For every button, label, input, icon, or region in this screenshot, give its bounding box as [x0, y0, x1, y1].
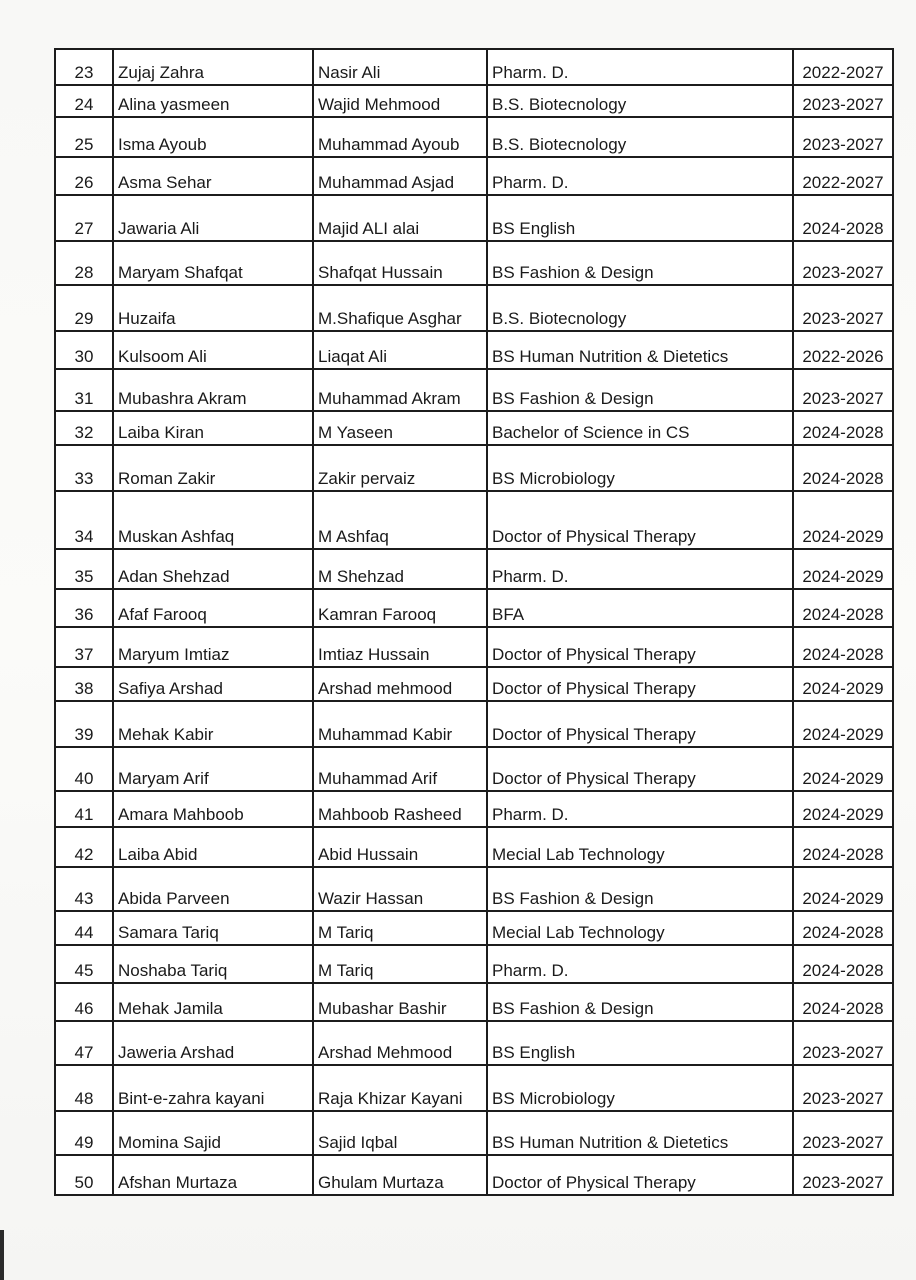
- session-cell: 2023-2027: [793, 241, 893, 285]
- program-cell: Doctor of Physical Therapy: [487, 747, 793, 791]
- program-cell: Doctor of Physical Therapy: [487, 667, 793, 701]
- father-name-cell: Muhammad Ayoub: [313, 117, 487, 157]
- session-cell: 2024-2028: [793, 911, 893, 945]
- father-name-cell: Arshad Mehmood: [313, 1021, 487, 1065]
- student-name-cell: Roman Zakir: [113, 445, 313, 491]
- session-cell: 2022-2027: [793, 157, 893, 195]
- table-row: [55, 117, 893, 157]
- student-name-cell: Amara Mahboob: [113, 791, 313, 827]
- table-row: [55, 85, 893, 117]
- serial-number-cell: 24: [55, 85, 113, 117]
- session-cell: 2024-2028: [793, 445, 893, 491]
- serial-number-cell: 25: [55, 117, 113, 157]
- session-cell: 2023-2027: [793, 285, 893, 331]
- program-cell: Mecial Lab Technology: [487, 911, 793, 945]
- session-cell: 2023-2027: [793, 369, 893, 411]
- student-name-cell: Adan Shehzad: [113, 549, 313, 589]
- session-cell: 2023-2027: [793, 1111, 893, 1155]
- session-cell: 2024-2028: [793, 827, 893, 867]
- serial-number-cell: 31: [55, 369, 113, 411]
- program-cell: Pharm. D.: [487, 49, 793, 85]
- program-cell: B.S. Biotecnology: [487, 85, 793, 117]
- serial-number-cell: 43: [55, 867, 113, 911]
- table-row: [55, 157, 893, 195]
- session-cell: 2024-2029: [793, 791, 893, 827]
- serial-number-cell: 42: [55, 827, 113, 867]
- serial-number-cell: 27: [55, 195, 113, 241]
- serial-number-cell: 48: [55, 1065, 113, 1111]
- father-name-cell: Muhammad Kabir: [313, 701, 487, 747]
- father-name-cell: M Ashfaq: [313, 491, 487, 549]
- student-name-cell: Mehak Jamila: [113, 983, 313, 1021]
- table-row: [55, 911, 893, 945]
- father-name-cell: Nasir Ali: [313, 49, 487, 85]
- serial-number-cell: 41: [55, 791, 113, 827]
- program-cell: BS Microbiology: [487, 1065, 793, 1111]
- table-row: [55, 491, 893, 549]
- father-name-cell: M Tariq: [313, 945, 487, 983]
- program-cell: BS Fashion & Design: [487, 241, 793, 285]
- table-row: [55, 1155, 893, 1195]
- session-cell: 2023-2027: [793, 1021, 893, 1065]
- program-cell: Doctor of Physical Therapy: [487, 491, 793, 549]
- session-cell: 2024-2029: [793, 667, 893, 701]
- program-cell: BS Human Nutrition & Dietetics: [487, 331, 793, 369]
- session-cell: 2024-2029: [793, 867, 893, 911]
- program-cell: Mecial Lab Technology: [487, 827, 793, 867]
- student-list-table: [54, 48, 894, 1196]
- serial-number-cell: 47: [55, 1021, 113, 1065]
- student-name-cell: Maryam Arif: [113, 747, 313, 791]
- student-name-cell: Laiba Abid: [113, 827, 313, 867]
- program-cell: Pharm. D.: [487, 945, 793, 983]
- serial-number-cell: 45: [55, 945, 113, 983]
- student-name-cell: Maryum Imtiaz: [113, 627, 313, 667]
- serial-number-cell: 36: [55, 589, 113, 627]
- table-row: [55, 627, 893, 667]
- table-row: [55, 1111, 893, 1155]
- program-cell: Pharm. D.: [487, 791, 793, 827]
- table-row: [55, 49, 893, 85]
- program-cell: BS Fashion & Design: [487, 983, 793, 1021]
- father-name-cell: Muhammad Asjad: [313, 157, 487, 195]
- session-cell: 2022-2027: [793, 49, 893, 85]
- table-row: [55, 285, 893, 331]
- father-name-cell: Majid ALI alai: [313, 195, 487, 241]
- student-name-cell: Afaf Farooq: [113, 589, 313, 627]
- program-cell: B.S. Biotecnology: [487, 117, 793, 157]
- father-name-cell: Muhammad Arif: [313, 747, 487, 791]
- session-cell: 2024-2028: [793, 627, 893, 667]
- table-row: [55, 791, 893, 827]
- serial-number-cell: 37: [55, 627, 113, 667]
- father-name-cell: Wajid Mehmood: [313, 85, 487, 117]
- table-row: [55, 983, 893, 1021]
- session-cell: 2023-2027: [793, 1155, 893, 1195]
- father-name-cell: Mahboob Rasheed: [313, 791, 487, 827]
- session-cell: 2024-2028: [793, 589, 893, 627]
- student-name-cell: Safiya Arshad: [113, 667, 313, 701]
- student-name-cell: Momina Sajid: [113, 1111, 313, 1155]
- father-name-cell: Wazir Hassan: [313, 867, 487, 911]
- table-row: [55, 867, 893, 911]
- father-name-cell: Ghulam Murtaza: [313, 1155, 487, 1195]
- program-cell: BS Microbiology: [487, 445, 793, 491]
- father-name-cell: Muhammad Akram: [313, 369, 487, 411]
- session-cell: 2024-2029: [793, 491, 893, 549]
- program-cell: BS English: [487, 195, 793, 241]
- program-cell: Pharm. D.: [487, 157, 793, 195]
- serial-number-cell: 50: [55, 1155, 113, 1195]
- student-name-cell: Mehak Kabir: [113, 701, 313, 747]
- program-cell: Pharm. D.: [487, 549, 793, 589]
- student-name-cell: Muskan Ashfaq: [113, 491, 313, 549]
- table-row: [55, 241, 893, 285]
- session-cell: 2024-2028: [793, 411, 893, 445]
- father-name-cell: M Shehzad: [313, 549, 487, 589]
- father-name-cell: Imtiaz Hussain: [313, 627, 487, 667]
- table-row: [55, 945, 893, 983]
- father-name-cell: Sajid Iqbal: [313, 1111, 487, 1155]
- serial-number-cell: 23: [55, 49, 113, 85]
- serial-number-cell: 32: [55, 411, 113, 445]
- serial-number-cell: 34: [55, 491, 113, 549]
- student-name-cell: Samara Tariq: [113, 911, 313, 945]
- table-row: [55, 667, 893, 701]
- father-name-cell: Raja Khizar Kayani: [313, 1065, 487, 1111]
- table-row: [55, 701, 893, 747]
- father-name-cell: Shafqat Hussain: [313, 241, 487, 285]
- table-row: [55, 369, 893, 411]
- student-name-cell: Isma Ayoub: [113, 117, 313, 157]
- serial-number-cell: 44: [55, 911, 113, 945]
- serial-number-cell: 38: [55, 667, 113, 701]
- student-name-cell: Zujaj Zahra: [113, 49, 313, 85]
- student-name-cell: Laiba Kiran: [113, 411, 313, 445]
- father-name-cell: Mubashar Bashir: [313, 983, 487, 1021]
- father-name-cell: Liaqat Ali: [313, 331, 487, 369]
- student-name-cell: Kulsoom Ali: [113, 331, 313, 369]
- serial-number-cell: 40: [55, 747, 113, 791]
- session-cell: 2024-2029: [793, 701, 893, 747]
- program-cell: Doctor of Physical Therapy: [487, 1155, 793, 1195]
- father-name-cell: Zakir pervaiz: [313, 445, 487, 491]
- father-name-cell: Abid Hussain: [313, 827, 487, 867]
- serial-number-cell: 28: [55, 241, 113, 285]
- serial-number-cell: 30: [55, 331, 113, 369]
- page-edge-shadow: [0, 1230, 4, 1280]
- serial-number-cell: 33: [55, 445, 113, 491]
- program-cell: BS English: [487, 1021, 793, 1065]
- program-cell: BS Fashion & Design: [487, 369, 793, 411]
- father-name-cell: M.Shafique Asghar: [313, 285, 487, 331]
- table-row: [55, 1021, 893, 1065]
- table-row: [55, 827, 893, 867]
- student-name-cell: Huzaifa: [113, 285, 313, 331]
- student-name-cell: Asma Sehar: [113, 157, 313, 195]
- session-cell: 2023-2027: [793, 117, 893, 157]
- program-cell: BS Human Nutrition & Dietetics: [487, 1111, 793, 1155]
- session-cell: 2022-2026: [793, 331, 893, 369]
- student-name-cell: Maryam Shafqat: [113, 241, 313, 285]
- table-row: [55, 747, 893, 791]
- student-name-cell: Alina yasmeen: [113, 85, 313, 117]
- father-name-cell: Arshad mehmood: [313, 667, 487, 701]
- father-name-cell: Kamran Farooq: [313, 589, 487, 627]
- father-name-cell: M Yaseen: [313, 411, 487, 445]
- student-name-cell: Jaweria Arshad: [113, 1021, 313, 1065]
- table-row: [55, 1065, 893, 1111]
- session-cell: 2024-2028: [793, 195, 893, 241]
- student-name-cell: Jawaria Ali: [113, 195, 313, 241]
- serial-number-cell: 35: [55, 549, 113, 589]
- student-list-body: [55, 49, 893, 1195]
- table-row: [55, 195, 893, 241]
- serial-number-cell: 49: [55, 1111, 113, 1155]
- student-name-cell: Bint-e-zahra kayani: [113, 1065, 313, 1111]
- session-cell: 2024-2029: [793, 549, 893, 589]
- session-cell: 2024-2028: [793, 945, 893, 983]
- program-cell: BS Fashion & Design: [487, 867, 793, 911]
- program-cell: Bachelor of Science in CS: [487, 411, 793, 445]
- serial-number-cell: 26: [55, 157, 113, 195]
- table-row: [55, 411, 893, 445]
- program-cell: Doctor of Physical Therapy: [487, 701, 793, 747]
- session-cell: 2024-2028: [793, 983, 893, 1021]
- student-name-cell: Abida Parveen: [113, 867, 313, 911]
- session-cell: 2023-2027: [793, 1065, 893, 1111]
- program-cell: B.S. Biotecnology: [487, 285, 793, 331]
- table-row: [55, 589, 893, 627]
- father-name-cell: M Tariq: [313, 911, 487, 945]
- student-name-cell: Afshan Murtaza: [113, 1155, 313, 1195]
- session-cell: 2023-2027: [793, 85, 893, 117]
- program-cell: Doctor of Physical Therapy: [487, 627, 793, 667]
- student-name-cell: Mubashra Akram: [113, 369, 313, 411]
- serial-number-cell: 39: [55, 701, 113, 747]
- table-row: [55, 445, 893, 491]
- serial-number-cell: 29: [55, 285, 113, 331]
- student-name-cell: Noshaba Tariq: [113, 945, 313, 983]
- table-row: [55, 331, 893, 369]
- program-cell: BFA: [487, 589, 793, 627]
- table-row: [55, 549, 893, 589]
- serial-number-cell: 46: [55, 983, 113, 1021]
- session-cell: 2024-2029: [793, 747, 893, 791]
